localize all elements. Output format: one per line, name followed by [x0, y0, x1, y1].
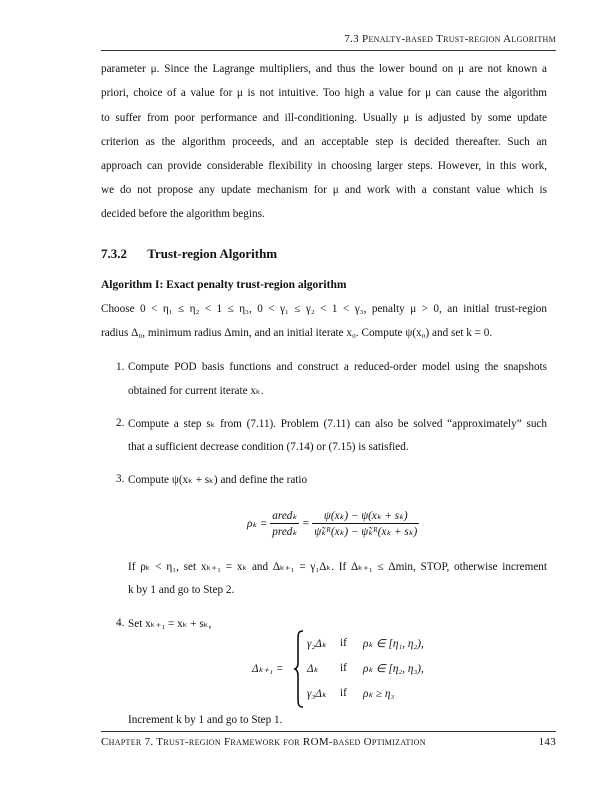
case-condition: ρₖ ∈ [η₁, η₂),: [363, 638, 424, 650]
section-title: Trust-region Algorithm: [147, 246, 278, 261]
text-line: criterion as the algorithm proceeds, and an acceptable step is decided thereafter. Such an: [101, 136, 547, 148]
running-footer: [101, 736, 556, 748]
init-line: Choose 0 < η₁ ≤ η₂ < 1 ≤ η₃, 0 < γ₁ ≤ γ₂ < 1 < γ₃, penalty μ > 0, an initial trust-region: [101, 303, 547, 315]
page-number: 143: [538, 736, 556, 748]
text-line: approach can provide considerable flexibility in choosing larger steps. However, in this work,: [101, 160, 547, 172]
numerator: aredₖ: [272, 510, 298, 522]
chapter-title: Chapter 7. Trust-region Framework for ROM-based Optimization: [101, 736, 426, 748]
section-number: 7.3.2: [101, 246, 127, 261]
section-heading: [101, 246, 277, 262]
case-condition: ρₖ ≥ η₃: [363, 688, 395, 700]
case-value: γ₂Δₖ: [307, 638, 327, 650]
step-line: Compute a step sₖ from (7.11). Problem (7.11) can also be solved “approximately” such: [128, 418, 547, 430]
text-line: we do not propose any update mechanism for μ and work with a constant value which is: [101, 184, 547, 196]
step-line: that a sufficient decrease condition (7.14) or (7.15) is satisfied.: [128, 441, 409, 453]
denominator: ψ̃ₖᴿ(xₖ) − ψ̃ₖᴿ(xₖ + sₖ): [314, 526, 418, 538]
running-header: 7.3 Penalty-based Trust-region Algorithm: [344, 33, 556, 45]
step-line: If ρₖ < η₁, set xₖ₊₁ = xₖ and Δₖ₊₁ = γ₁Δₖ. If Δₖ₊₁ ≤ Δmin, STOP, otherwise increment: [128, 561, 547, 573]
step-number: 2.: [116, 417, 125, 429]
case-if: if: [340, 637, 347, 649]
case-if: if: [340, 662, 347, 674]
case-if: if: [340, 687, 347, 699]
step-line: Compute POD basis functions and construct a reduced-order model using the snapshots: [128, 361, 547, 373]
step-line: Set xₖ₊₁ = xₖ + sₖ,: [128, 618, 212, 630]
denominator: predₖ: [272, 526, 298, 538]
text-line: priori, choice of a value for μ is not intuitive. Too high a value for μ can cause the algorithm: [101, 87, 547, 99]
init-line: radius Δ₀, minimum radius Δmin, and an initial iterate x₀. Compute ψ(x₀) and set k = 0.: [101, 327, 493, 339]
step-line: k by 1 and go to Step 2.: [128, 584, 235, 596]
case-condition: ρₖ ∈ [η₂, η₃),: [363, 663, 424, 675]
step-number: 4.: [116, 617, 125, 629]
step-line: Increment k by 1 and go to Step 1.: [128, 714, 283, 726]
footer-rule: [101, 731, 556, 732]
cases-lhs: Δₖ₊₁ =: [252, 663, 284, 675]
ratio-equation: ρₖ = $\frac{\text{aredₖ}}{\text{predₖ}}$ = $\frac{\text{ψ(xₖ) − ψ(xₖ + sₖ)}}{\text{ψ̃ₖᴿ(xₖ) − ψ̃ₖᴿ(xₖ + sₖ)}}$: [247, 510, 418, 538]
numerator: ψ(xₖ) − ψ(xₖ + sₖ): [312, 509, 419, 524]
left-brace-icon: [294, 630, 304, 708]
text-line: parameter μ. Since the Lagrange multipliers, and thus the lower bound on μ are not known a: [101, 63, 547, 75]
fraction-psi: [312, 509, 419, 538]
text-line: to suffer from poor performance and ill-conditioning. Usually μ is adjusted by some update: [101, 112, 547, 124]
equation-lhs: ρₖ =: [247, 518, 268, 530]
header-rule: [101, 50, 556, 51]
step-number: 1.: [116, 361, 125, 373]
case-value: γ₃Δₖ: [307, 688, 327, 700]
step-line: obtained for current iterate xₖ.: [128, 385, 264, 397]
step-line: Compute ψ(xₖ + sₖ) and define the ratio: [128, 474, 308, 486]
fraction-ared-pred: [270, 509, 299, 538]
step-number: 3.: [116, 473, 125, 485]
algorithm-title: Algorithm I: Exact penalty trust-region algorithm: [101, 279, 347, 291]
case-value: Δₖ: [307, 663, 319, 675]
text-line: decided before the algorithm begins.: [101, 208, 265, 220]
